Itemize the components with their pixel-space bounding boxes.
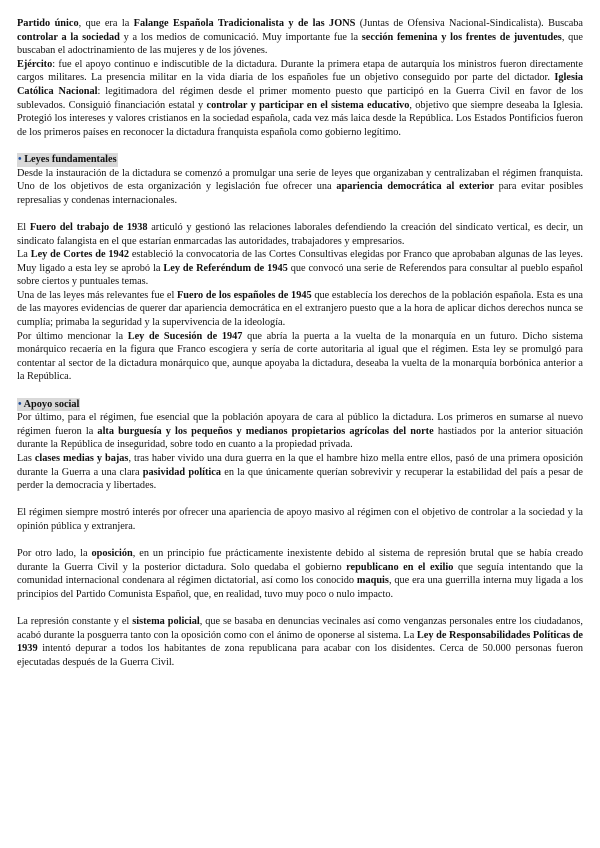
bold-term: controlar y participar en el sistema educativo (206, 99, 410, 111)
spacer (17, 207, 583, 221)
spacer (17, 493, 583, 507)
bold-term: Ley de Referéndum de 1945 (163, 262, 288, 274)
paragraph-ley-sucesion: Por último mencionar la Ley de Sucesión de 1947 que abría la puerta a la vuelta de la monarquía en un futuro. Dicho sistema monárquico recaería en la figura que Franco escogiera y sería de corte autoritaria al igual que el régimen. Esta ley se promulgó para contentar al sector de la dictadura monárquico que, aunque apoyaba la dictadura, deseaba la vuelta de la monarquía borbónica anterior a la República. (17, 330, 583, 383)
bold-term: sistema policial (132, 616, 200, 628)
bold-term: Partido único (17, 18, 79, 29)
bold-term: maquis (356, 575, 389, 587)
document-page (17, 17, 583, 670)
bold-term: alta burguesía y los pequeños y medianos propietarios agrícolas del norte (97, 425, 434, 437)
bold-term: Falange Española Tradicionalista y de las JONS (133, 18, 356, 29)
section-heading-leyes (17, 153, 583, 167)
bold-term: Fuero de los españoles de 1945 (177, 289, 312, 301)
bold-term: Ley de Responsabilidades Políticas de 1939 (17, 629, 583, 655)
section-heading-apoyo (17, 398, 583, 412)
bold-term: pasividad política (142, 466, 221, 478)
bold-term: republicano en el exilio (346, 561, 454, 573)
paragraph-represion: La represión constante y el sistema policial, que se basaba en denuncias vecinales así como venganzas personales entre los ciudadanos, acabó durante la posguerra tanto con la oposición como con el ánimo de oponerse al sistema. La Ley de Responsabilidades Políticas de 1939 intentó depurar a todos los habitantes de zona republicana para acabar con los disidentes. Cerca de 50.000 personas fueron ejecutadas después de la Guerra Civil. (17, 616, 584, 668)
spacer (17, 534, 583, 548)
bold-term: oposición (91, 548, 133, 560)
spacer (17, 602, 583, 616)
paragraph-apoyo-burguesia: Por último, para el régimen, fue esencial que la población apoyara de cara al público la dictadura. Los primeros en sumarse al nuevo régimen fueron la alta burguesía y los pequeños y medianos propietarios agrícolas del norte hastiados por la anterior situación durante la República de inseguridad, sobre todo en cuanto a la propiedad privada. (17, 412, 583, 451)
paragraph-ejercito-iglesia: Ejército: fue el apoyo continuo e indiscutible de la dictadura. Durante la primera etapa de autarquía los ministros fueron directamente cargos militares. La presencia militar en la vida diaria de los españoles fue un objetivo conseguido por parte del dictador. Iglesia Católica Nacional: legitimadora del régimen desde el primer momento puesto que participó en la Guerra Civil en favor de los sublevados. Consiguió financiación estatal y controlar y participar en el sistema educativo, objetivo que siempre deseaba la Iglesia. Protegió los intereses y valores cristianos en la sociedad española, cada vez más laica desde la República. Los Estados Pontificios fueron de los primeros países en reconocer la dictadura franquista española como gobierno legítimo. (17, 58, 583, 138)
bold-term: Fuero del trabajo de 1938 (29, 221, 148, 233)
paragraph-clases-medias: Las clases medias y bajas, tras haber vivido una dura guerra en la que el hambre hizo mella entre ellos, pasó de una primera oposición durante la Guerra a una clara pasividad política en la que únicamente querían sobrevivir y recuperar la estabilidad del país a pesar de perder la democracia y libertades. (17, 453, 584, 492)
bold-term: controlar a la sociedad (17, 31, 120, 43)
paragraph-leyes-intro: Desde la instauración de la dictadura se comenzó a promulgar una serie de leyes que organizaban y centralizaban el régimen franquista. Uno de los objetivos de esta organización y legislación fue ofrecer una apariencia democrática al exterior para evitar posibles represalias y condenas internacionales. (17, 167, 583, 206)
bullet-icon: • (18, 398, 22, 410)
heading-highlight: • Apoyo social (18, 398, 80, 410)
bold-term: Ley de Sucesión de 1947 (127, 330, 243, 342)
paragraph-ley-cortes: La Ley de Cortes de 1942 estableció la convocatoria de las Cortes Consultivas elegidas por Franco que aprobaban algunas de las leyes. Muy ligado a esta ley se aprobó la Ley de Referéndum de 1945 que convocó una serie de Referendos para consultar al pueblo español sobre ciertos y puntuales temas. (17, 249, 584, 288)
bold-term: apariencia democrática al exterior (336, 181, 494, 193)
bold-term: clases medias y bajas (34, 453, 129, 464)
paragraph-fuero-espanoles: Una de las leyes más relevantes fue el Fuero de los españoles de 1945 que establecía los derechos de la población española. Esta es una de las mayores evidencias de querer dar apariencia democrática en el extranjero puesto que a la hora de aplicar dichos derechos nunca se cumplía; primaba la seguridad y la supervivencia de la ideología. (17, 289, 583, 329)
bold-term: Ley de Cortes de 1942 (30, 249, 129, 261)
paragraph-apariencia-apoyo: El régimen siempre mostró interés por ofrecer una apariencia de apoyo masivo al régimen con el objetivo de controlar a la sociedad y la opinión pública y extranjera. (17, 507, 583, 532)
paragraph-oposicion: Por otro lado, la oposición, en un principio fue prácticamente inexistente debido al sistema de represión brutal que se había creado durante la Guerra Civil y la posterior dictadura. Solo quedaba el gobierno republicano en el exilio que seguía intentando que la comunidad internacional condenara al régimen dictatorial, así como los conocido maquis, que era una guerrilla interna muy ligada a los principios del Partido Comunista Español, que, en realidad, tuvo muy poco o nulo impacto. (17, 548, 584, 600)
bullet-icon: • (18, 153, 22, 165)
spacer (17, 139, 583, 153)
bold-term: Iglesia Católica Nacional (17, 72, 583, 97)
spacer (17, 384, 583, 398)
paragraph-partido-unico: Partido único, que era la Falange Española Tradicionalista y de las JONS (Juntas de Ofensiva Nacional-Sindicalista). Buscaba controlar a la sociedad y a los medios de comunicació. Muy importante fue la sección femenina y los frentes de juventudes, que buscaban el adoctrinamiento de las mujeres y de los jóvenes. (17, 18, 583, 57)
heading-highlight: • Leyes fundamentales (18, 153, 117, 165)
paragraph-fuero-trabajo: El Fuero del trabajo de 1938 articuló y gestionó las relaciones laborales defendiendo la creación del sindicato vertical, es decir, un sindicato falangista en el que estarían enmarcadas las autoridades, trabajadores y empresarios. (17, 221, 583, 247)
bold-term: Ejército (17, 58, 53, 70)
bold-term: sección femenina y los frentes de juventudes (361, 31, 562, 43)
